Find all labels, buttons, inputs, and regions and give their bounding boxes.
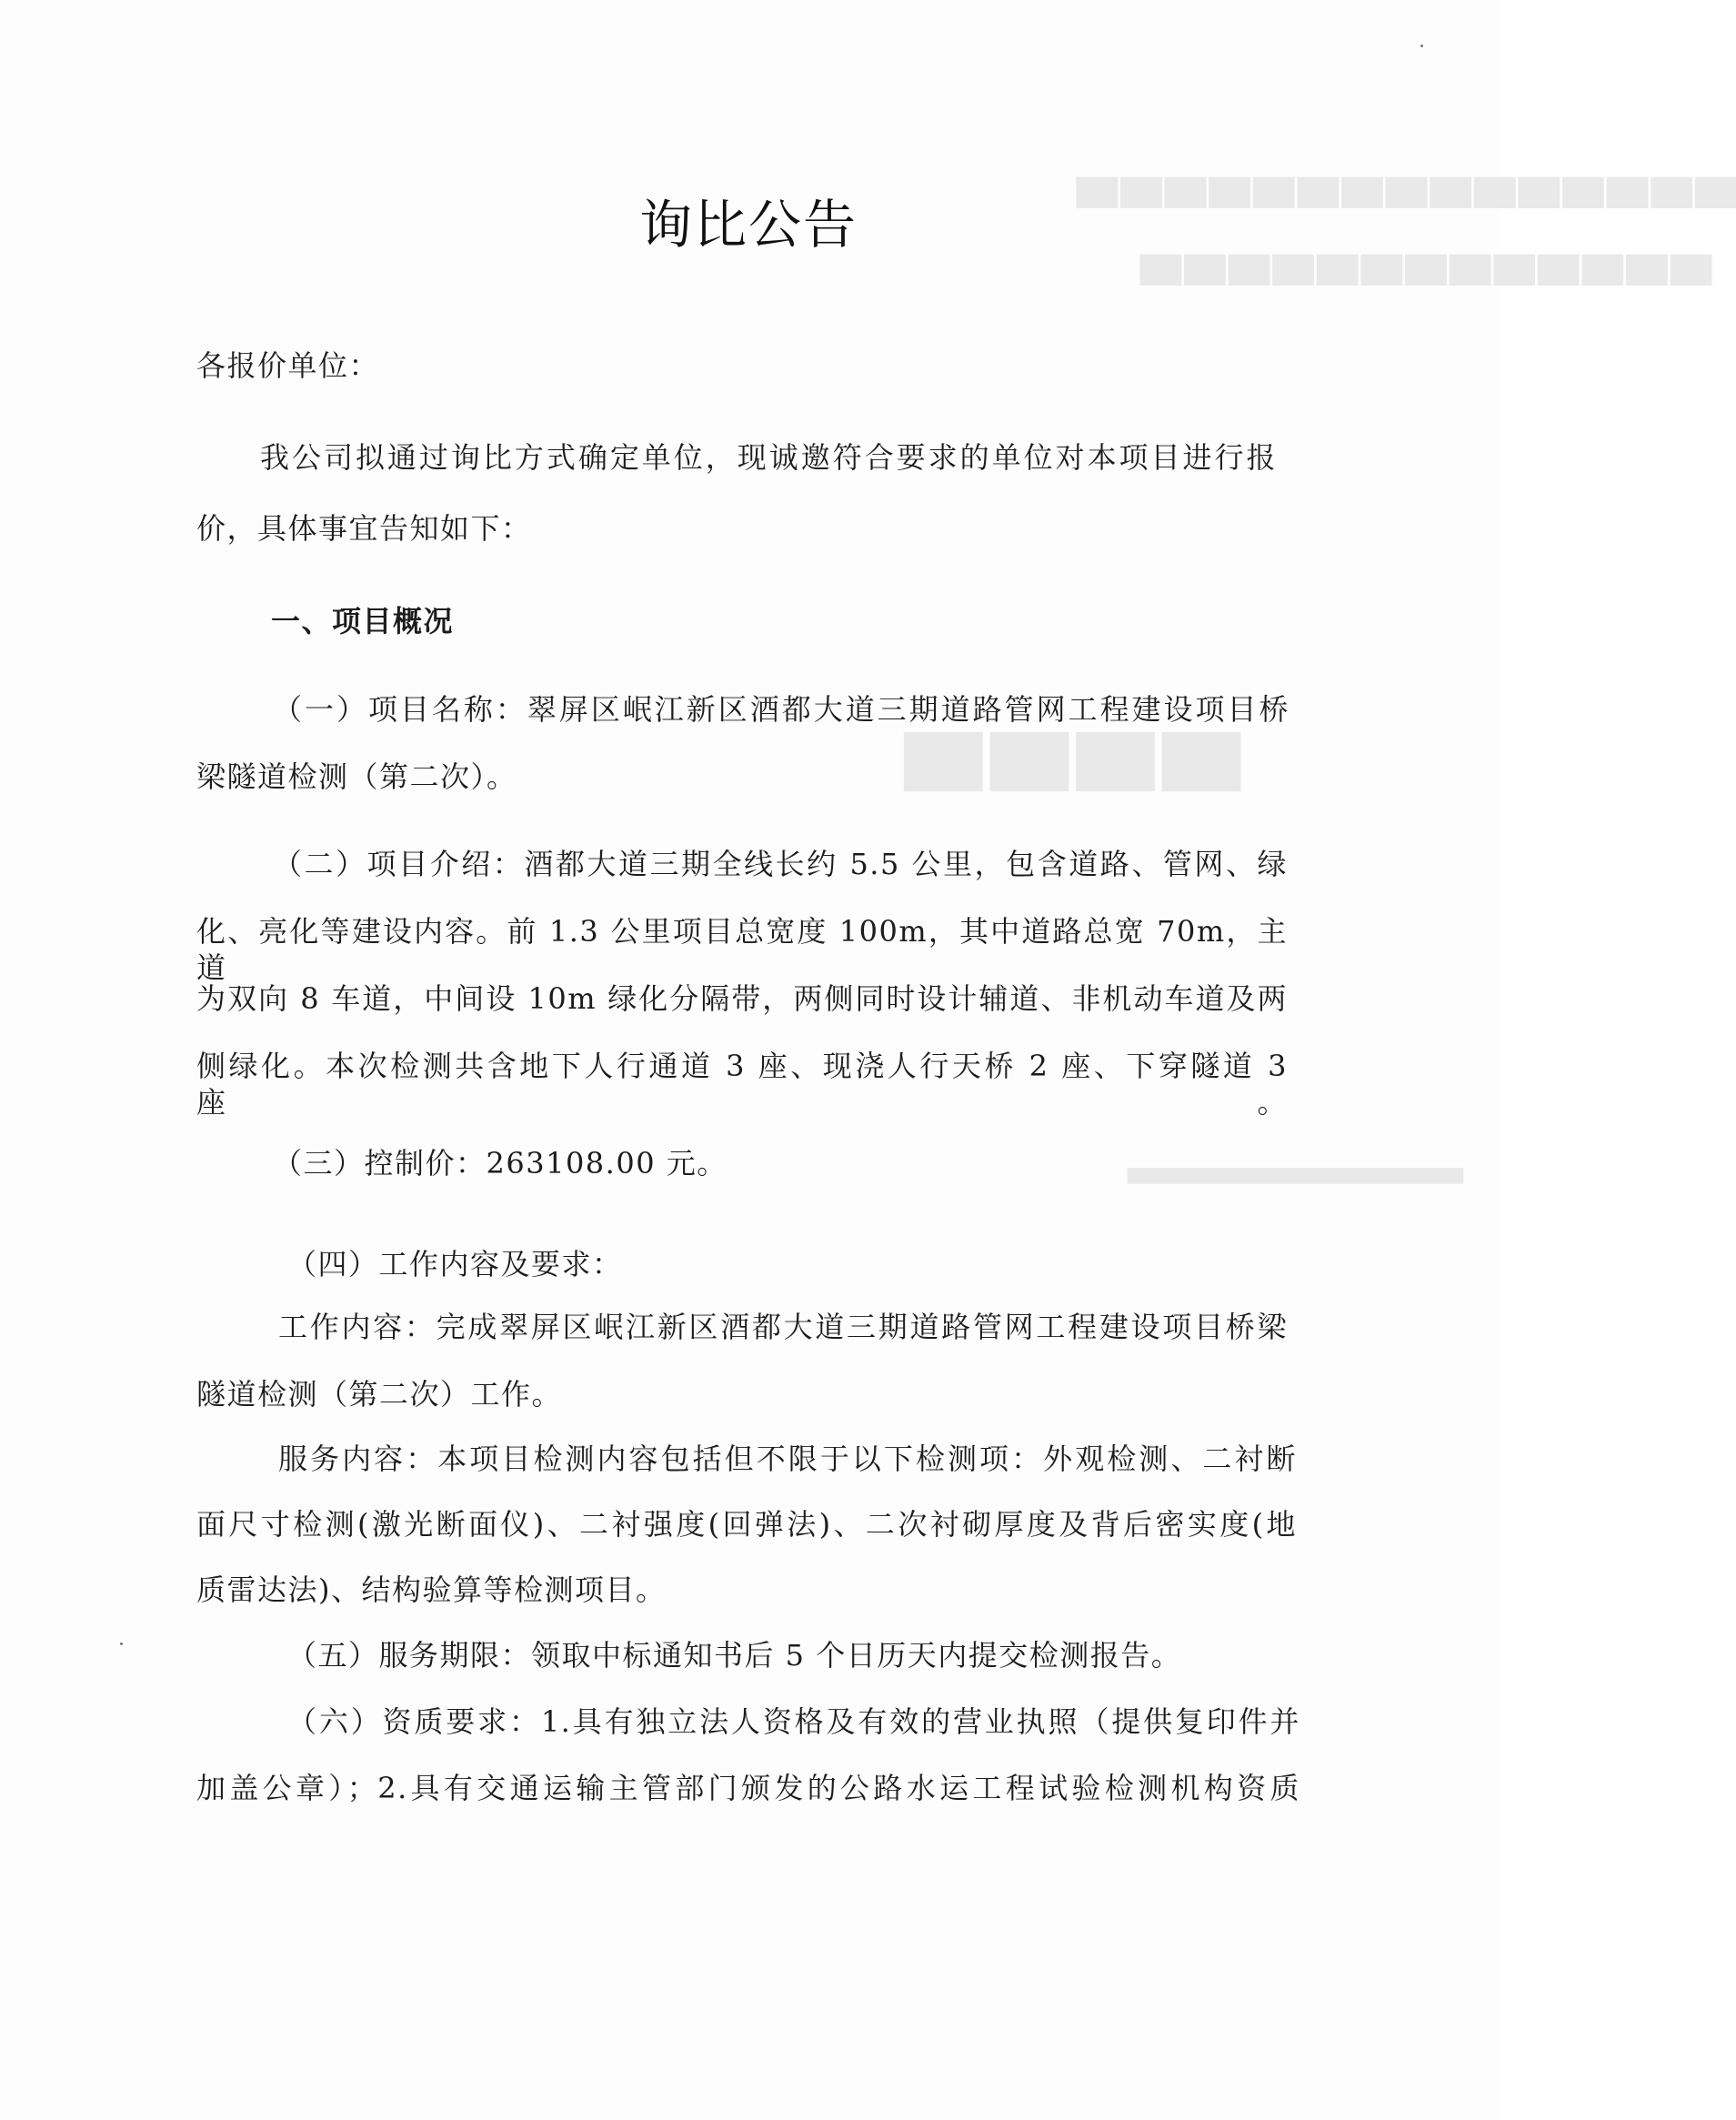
- bleed-through-mark: ▀▀▀▀▀▀▀▀▀▀▀▀▀: [1137, 255, 1711, 316]
- item2-line-1: （二）项目介绍：酒都大道三期全线长约 5.5 公里，包含道路、管网、绿: [273, 847, 1288, 881]
- work-content-line-1: 工作内容：完成翠屏区岷江新区酒都大道三期道路管网工程建设项目桥梁: [278, 1310, 1288, 1344]
- intro-line-1: 我公司拟通过询比方式确定单位，现诚邀符合要求的单位对本项目进行报: [260, 440, 1277, 475]
- item1-line-2: 梁隧道检测（第二次）。: [196, 759, 517, 794]
- service-content-line-1: 服务内容：本项目检测内容包括但不限于以下检测项：外观检测、二衬断: [278, 1442, 1297, 1476]
- service-content-line-3: 质雷达法)、结构验算等检测项目。: [196, 1572, 667, 1607]
- salutation: 各报价单位：: [196, 348, 380, 383]
- bleed-through-mark: ▀▀▀▀▀▀▀▀▀▀▀▀▀▀▀: [1073, 177, 1736, 239]
- item2-line-4: 侧绿化。本次检测共含地下人行通道 3 座、现浇人行天桥 2 座、下穿隧道 3 座。: [196, 1049, 1288, 1120]
- item2-line-2: 化、亮化等建设内容。前 1.3 公里项目总宽度 100m，其中道路总宽 70m，主道: [196, 914, 1288, 985]
- item4-heading: （四）工作内容及要求：: [287, 1247, 623, 1281]
- item5-service-period: （五）服务期限：领取中标通知书后 5 个日历天内提交检测报告。: [287, 1638, 1182, 1673]
- item2-line-3: 为双向 8 车道，中间设 10m 绿化分隔带，两侧同时设计辅道、非机动车道及两: [196, 981, 1288, 1016]
- document-title: 询比公告: [638, 194, 858, 256]
- work-content-line-2: 隧道检测（第二次）工作。: [196, 1377, 563, 1412]
- intro-line-2: 价，具体事宜告知如下：: [196, 511, 532, 546]
- scan-speck: [120, 1643, 123, 1645]
- bleed-through-mark: ▀▀▀▀: [896, 732, 1240, 849]
- item6-line-1: （六）资质要求：1.具有独立法人资格及有效的营业执照（提供复印件并: [287, 1704, 1300, 1739]
- section-heading-overview: 一、项目概况: [271, 604, 455, 638]
- item6-line-2: 加盖公章）；2.具有交通运输主管部门颁发的公路水运工程试验检测机构资质: [196, 1771, 1300, 1805]
- scan-speck: [1420, 45, 1423, 47]
- item3-control-price: （三）控制价：263108.00 元。: [273, 1146, 728, 1181]
- bleed-through-mark: ▀▀▀▀▀▀▀▀▀▀▀▀▀▀▀▀: [1128, 1169, 1464, 1201]
- item1-line-1: （一）项目名称：翠屏区岷江新区酒都大道三期道路管网工程建设项目桥: [273, 692, 1289, 727]
- service-content-line-2: 面尺寸检测(激光断面仪)、二衬强度(回弹法)、二次衬砌厚度及背后密实度(地: [196, 1507, 1297, 1542]
